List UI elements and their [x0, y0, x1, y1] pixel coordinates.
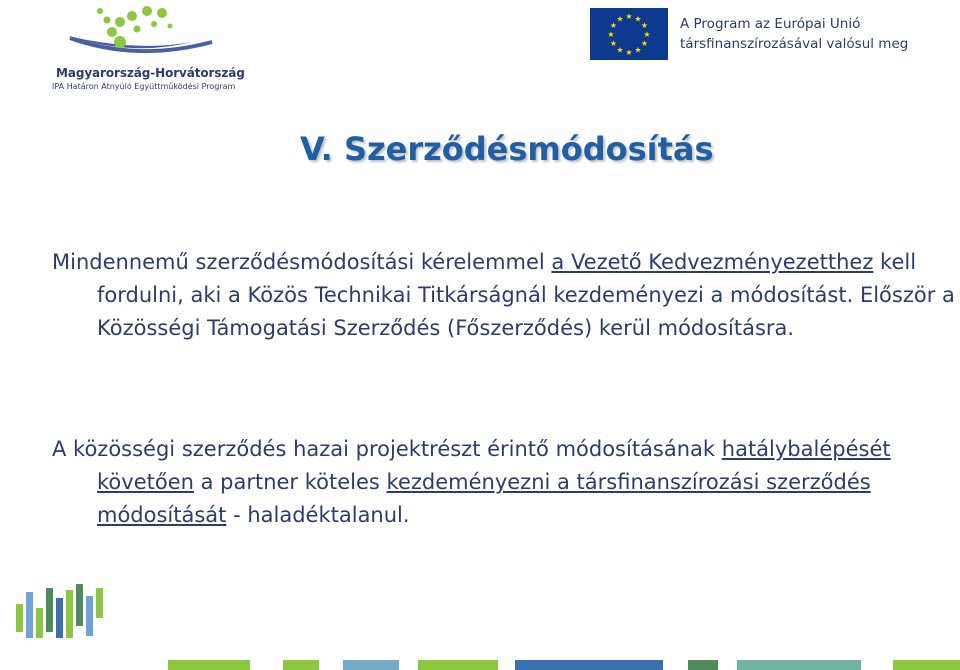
eu-statement-line-1: A Program az Európai Unió: [680, 16, 861, 32]
svg-text:★: ★: [609, 39, 618, 48]
svg-text:★: ★: [640, 39, 649, 48]
para1-text-a: Mindennemű szerződésmódosítási kérelemmel: [52, 250, 552, 274]
svg-text:★: ★: [625, 48, 633, 57]
para2-text-c: - haladéktalanul.: [226, 503, 410, 527]
para2-text-b: a partner köteles: [193, 470, 387, 494]
eu-flag-icon: [590, 8, 668, 60]
eu-funding-statement: [680, 14, 908, 54]
svg-text:★: ★: [609, 21, 618, 30]
decorative-bars-icon: [14, 584, 124, 650]
svg-text:★: ★: [643, 30, 651, 39]
para1-text-b: kell fordulni, aki a Közös Technikai Titkárságnál kezdeményezi a módosítást. Először a Közösségi Támogatási Szerződés (Főszerződés) kerül módosításra.: [97, 250, 955, 340]
paragraph-2: [52, 433, 960, 532]
para2-underlined-effective: hatálybalépését követően: [97, 437, 891, 494]
svg-text:★: ★: [634, 14, 642, 24]
program-logo: [26, 0, 245, 95]
slide-title: V. Szerződésmódosítás: [300, 130, 714, 168]
eu-statement-line-2: társfinanszírozásával valósul meg: [680, 36, 909, 52]
program-emblem-icon: [62, 2, 222, 64]
svg-text:★: ★: [616, 45, 624, 55]
para2-underlined-initiate: kezdeményezni a társfinanszírozási szerződés módosítását: [97, 470, 871, 527]
svg-text:★: ★: [640, 21, 649, 30]
program-name: Magyarország-Horvátország: [56, 66, 245, 80]
para2-text-a: A közösségi szerződés hazai projektrészt érintő módosításának: [52, 437, 722, 461]
svg-text:★: ★: [634, 45, 642, 55]
svg-text:★: ★: [625, 12, 633, 21]
paragraph-1: [52, 246, 960, 345]
program-subtitle: IPA Határon Átnyúló Együttműködési Program: [52, 82, 236, 91]
svg-text:★: ★: [607, 30, 615, 39]
lead-beneficiary-link[interactable]: a Vezető Kedvezményezetthez: [551, 250, 874, 274]
svg-text:★: ★: [616, 14, 624, 24]
bottom-color-strip: [0, 660, 960, 670]
